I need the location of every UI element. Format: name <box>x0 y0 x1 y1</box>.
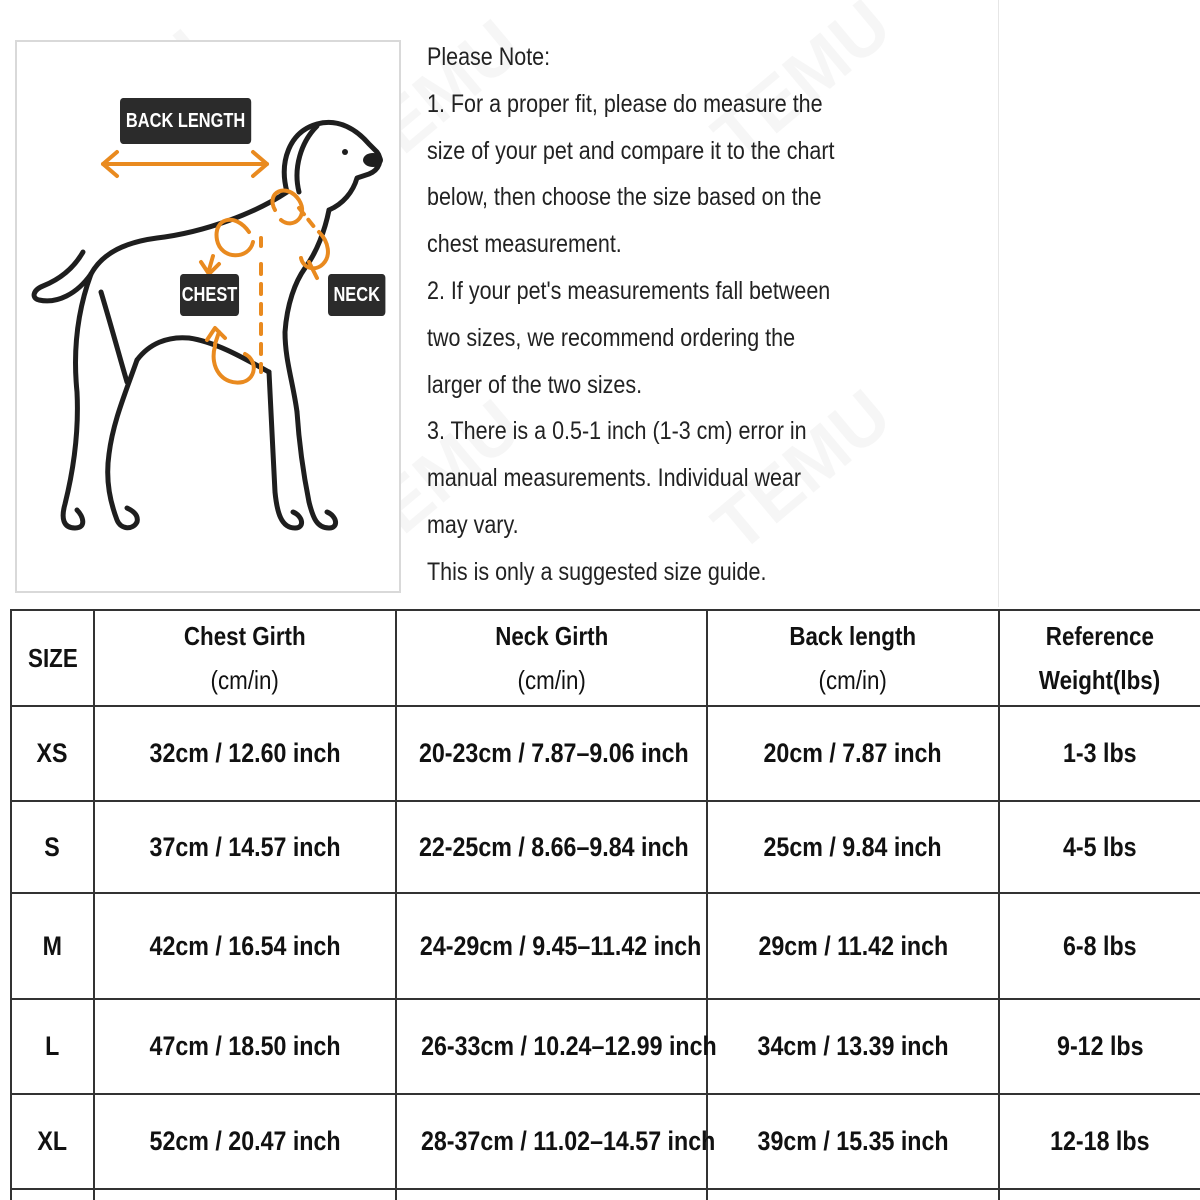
chest-cell: 32cm / 12.60 inch <box>94 706 396 801</box>
header-neck-girth: Neck Girth (cm/in) <box>396 610 707 706</box>
chest-cell: 42cm / 16.54 inch <box>94 893 396 999</box>
chest-label: CHEST <box>180 274 239 316</box>
neck-cell: 26-33cm / 10.24–12.99 inch <box>396 999 707 1094</box>
table-row <box>11 893 1200 999</box>
size-cell: XS <box>11 706 94 801</box>
notes-line: 1. For a proper fit, please do measure the <box>427 89 823 118</box>
header-reference-weight: Reference Weight(lbs) <box>999 610 1200 706</box>
table-header-row <box>11 610 1200 706</box>
header-size: SIZE <box>11 610 94 706</box>
divider <box>998 0 999 607</box>
chest-cell: 52cm / 20.47 inch <box>94 1094 396 1189</box>
size-cell: M <box>11 893 94 999</box>
notes-line: may vary. <box>427 510 519 539</box>
size-chart-table <box>10 609 1200 1200</box>
dog-measurement-diagram <box>15 40 401 593</box>
notes-heading: Please Note: <box>427 43 551 71</box>
chest-cell: 47cm / 18.50 inch <box>94 999 396 1094</box>
table-row <box>11 1094 1200 1189</box>
back-length-label: BACK LENGTH <box>120 98 251 144</box>
weight-cell: 4-5 lbs <box>999 801 1200 893</box>
notes-line: below, then choose the size based on the <box>427 183 822 212</box>
back-cell: 20cm / 7.87 inch <box>707 706 999 801</box>
back-cell: 34cm / 13.39 inch <box>707 999 999 1094</box>
back-cell: 39cm / 15.35 inch <box>707 1094 999 1189</box>
notes-line: larger of the two sizes. <box>427 370 643 399</box>
notes-line: size of your pet and compare it to the chart <box>427 136 835 165</box>
back-cell: 29cm / 11.42 inch <box>707 893 999 999</box>
notes-line: This is only a suggested size guide. <box>427 557 767 586</box>
weight-cell: 6-8 lbs <box>999 893 1200 999</box>
size-cell: S <box>11 801 94 893</box>
size-cell: L <box>11 999 94 1094</box>
back-cell: 25cm / 9.84 inch <box>707 801 999 893</box>
neck-cell: 22-25cm / 8.66–9.84 inch <box>396 801 707 893</box>
neck-cell: 28-37cm / 11.02–14.57 inch <box>396 1094 707 1189</box>
neck-cell: 24-29cm / 9.45–11.42 inch <box>396 893 707 999</box>
notes-line: two sizes, we recommend ordering the <box>427 323 796 352</box>
chest-cell: 37cm / 14.57 inch <box>94 801 396 893</box>
notes-line: 2. If your pet's measurements fall between <box>427 276 831 305</box>
table-row <box>11 706 1200 801</box>
table-row-partial <box>11 1189 1200 1200</box>
size-cell: XL <box>11 1094 94 1189</box>
size-guide-notes <box>427 34 867 596</box>
notes-line: manual measurements. Individual wear <box>427 464 802 493</box>
table-row <box>11 801 1200 893</box>
weight-cell: 1-3 lbs <box>999 706 1200 801</box>
neck-cell: 20-23cm / 7.87–9.06 inch <box>396 706 707 801</box>
neck-label: NECK <box>328 274 385 316</box>
weight-cell: 9-12 lbs <box>999 999 1200 1094</box>
table-row <box>11 999 1200 1094</box>
weight-cell: 12-18 lbs <box>999 1094 1200 1189</box>
header-chest-girth: Chest Girth (cm/in) <box>94 610 396 706</box>
header-back-length: Back length (cm/in) <box>707 610 999 706</box>
notes-line: 3. There is a 0.5-1 inch (1-3 cm) error in <box>427 417 807 446</box>
notes-line: chest measurement. <box>427 230 622 259</box>
